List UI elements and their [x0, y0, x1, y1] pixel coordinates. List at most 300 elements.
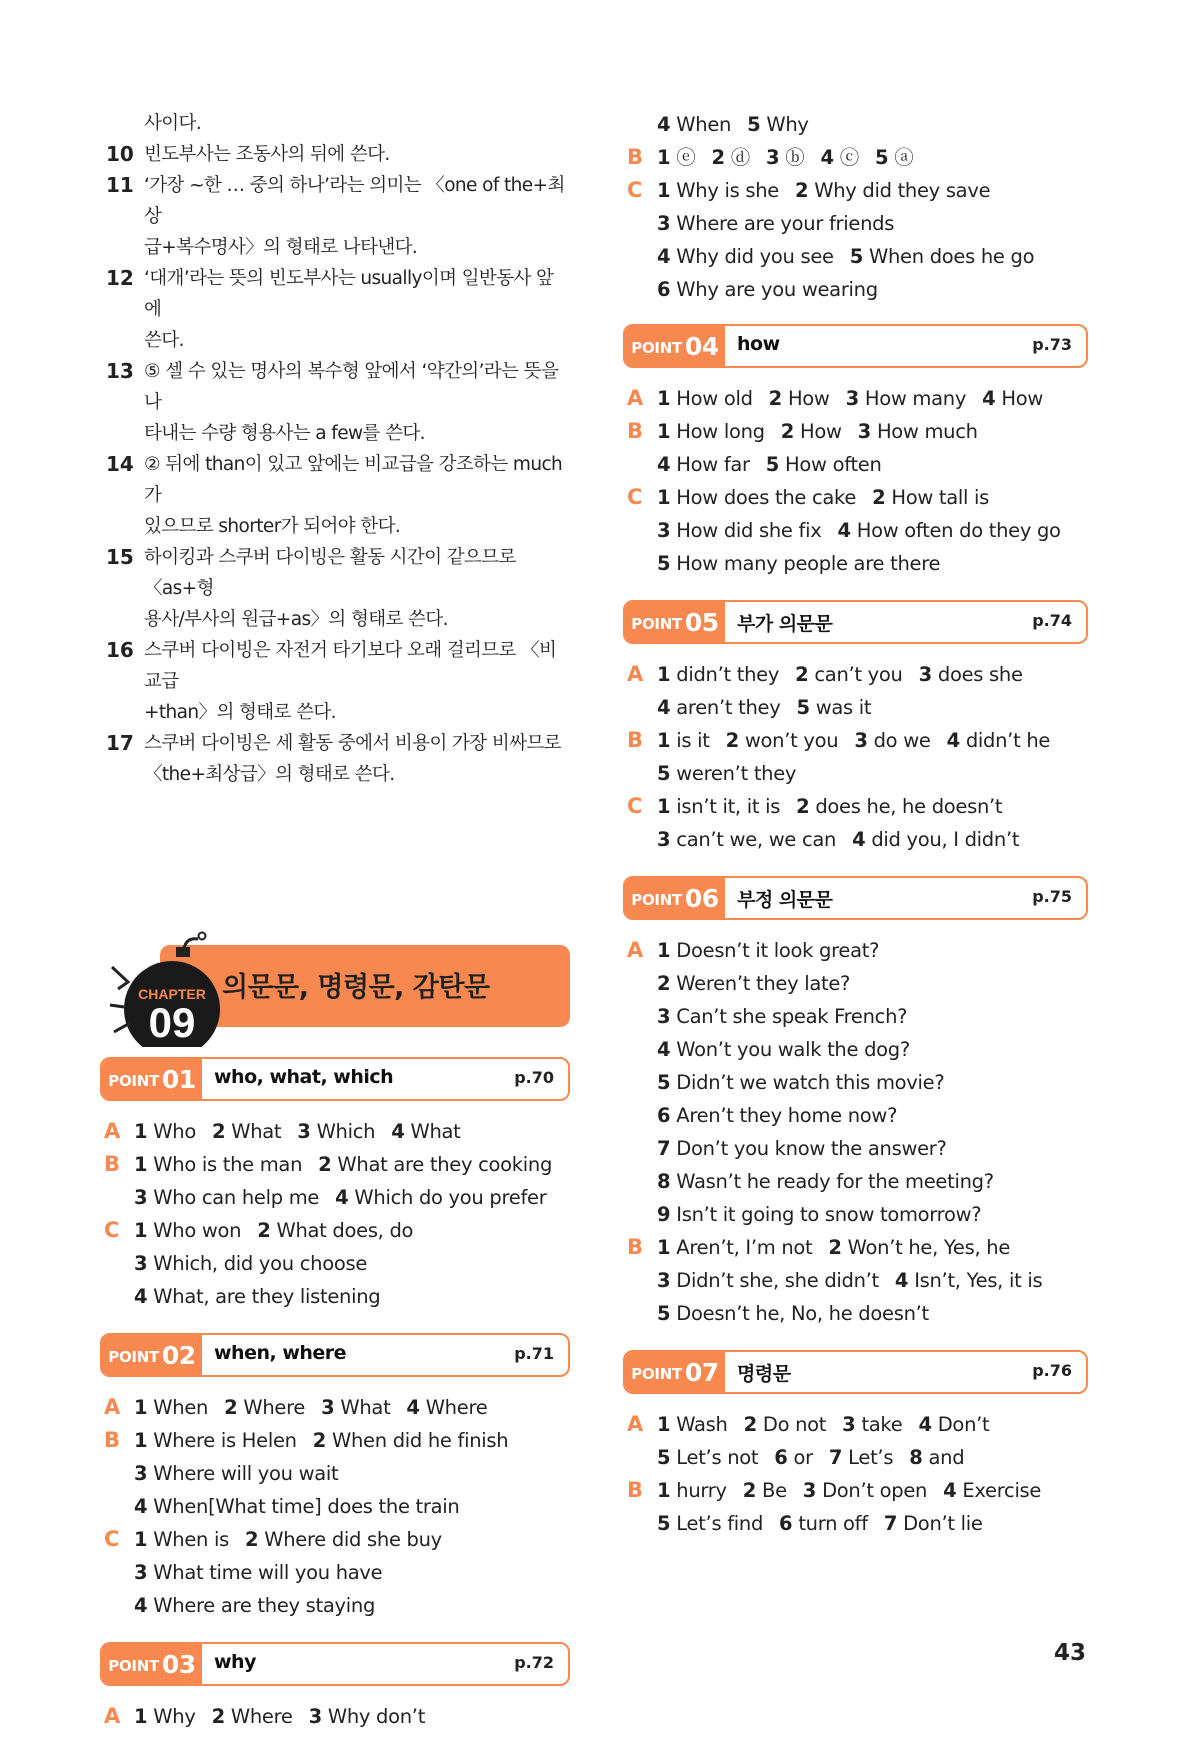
answer-text: What time will you have: [153, 1561, 383, 1584]
answer-line: [100, 1148, 570, 1181]
point-header: [623, 1350, 1088, 1394]
answer-number: 4: [946, 729, 960, 752]
answer-item: [313, 1429, 509, 1452]
explanation-line: [100, 108, 570, 139]
answer-text: Where: [425, 1396, 488, 1419]
explanation-number: 14: [106, 452, 134, 476]
explanation-text: +than〉의 형태로 쓴다.: [144, 702, 336, 723]
answer-item: [657, 486, 856, 509]
answer-text: Why are you wearing: [676, 278, 878, 301]
answer-text: Can’t she speak French?: [676, 1005, 908, 1028]
answer-text: Don’t lie: [903, 1512, 983, 1535]
answer-number: 1: [657, 795, 671, 818]
answer-item: [909, 1446, 964, 1469]
answer-text: Where will you wait: [153, 1462, 339, 1485]
explanation-number: 11: [106, 173, 134, 197]
answer-number: 1: [657, 179, 671, 202]
answer-item: [726, 729, 839, 752]
answer-text: Let’s find: [676, 1512, 764, 1535]
answer-text: won’t you: [744, 729, 839, 752]
answer-item: [918, 1413, 989, 1436]
answer-line: [623, 1231, 1088, 1264]
point-tag: [625, 878, 725, 918]
answer-item: [134, 1252, 367, 1275]
answer-number: 3: [857, 420, 871, 443]
answer-number: 5: [874, 146, 889, 169]
answer-text: Who won: [153, 1219, 242, 1242]
answer-item: [828, 1236, 1010, 1259]
left-column: [100, 108, 570, 1753]
answer-item: [245, 1528, 442, 1551]
answer-text: Why is she: [676, 179, 779, 202]
explanation-text: 스쿠버 다이빙은 세 활동 중에서 비용이 가장 비싸므로: [144, 733, 561, 754]
section-letter: B: [627, 145, 643, 169]
point-page: p.75: [1032, 887, 1072, 906]
section-letter: A: [104, 1119, 120, 1143]
answer-item: [657, 972, 850, 995]
answer-item: [134, 1495, 459, 1518]
answer-item: [858, 420, 978, 443]
answer-item: [796, 696, 871, 719]
answer-text: Why did you see: [676, 245, 834, 268]
answer-number: 8: [657, 1170, 671, 1193]
answer-line: [623, 141, 1088, 174]
answer-line: [100, 1181, 570, 1214]
answer-item: [657, 939, 879, 962]
answer-text: Aren’t they home now?: [676, 1104, 898, 1127]
answer-item: [657, 1071, 944, 1094]
answer-text: Be: [762, 1479, 787, 1502]
point-page: p.70: [514, 1068, 554, 1087]
point-word: POINT: [631, 338, 682, 357]
answer-item: [711, 146, 749, 169]
answer-number: 9: [657, 1203, 671, 1226]
answer-text: How many: [864, 387, 967, 410]
point-answers: [100, 1391, 570, 1622]
answer-number: 2: [742, 1479, 757, 1502]
answer-text: What: [410, 1120, 461, 1143]
answer-text: Didn’t we watch this movie?: [676, 1071, 945, 1094]
answer-line: [623, 547, 1088, 580]
answer-item: [321, 1396, 390, 1419]
page-number: 43: [1054, 1640, 1087, 1666]
answer-item: [657, 278, 878, 301]
answer-text: Didn’t she, she didn’t: [676, 1269, 879, 1292]
answer-number: 1: [134, 1120, 148, 1143]
answer-number: 4: [335, 1186, 349, 1209]
answer-item: [657, 1236, 812, 1259]
answer-item: [657, 795, 780, 818]
answer-text: How did she fix: [676, 519, 822, 542]
answer-item: [297, 1120, 375, 1143]
answer-text: ⓐ: [894, 146, 914, 169]
answer-line: [623, 823, 1088, 856]
answer-item: [657, 420, 765, 443]
answer-item: [657, 453, 750, 476]
answer-item: [781, 420, 842, 443]
answer-number: 4: [134, 1285, 148, 1308]
answer-item: [875, 146, 913, 169]
explanation-number: 16: [106, 638, 134, 662]
answer-text: ⓔ: [676, 146, 696, 169]
point-title: how: [737, 333, 780, 355]
section-letter: A: [627, 662, 643, 686]
answer-line: [623, 1165, 1088, 1198]
answer-item: [391, 1120, 460, 1143]
explanation-text: 〈the+최상급〉의 형태로 쓴다.: [144, 764, 395, 785]
point-page: p.74: [1032, 611, 1072, 630]
answer-item: [134, 1285, 380, 1308]
answer-text: How many people are there: [676, 552, 941, 575]
point-header: [623, 600, 1088, 644]
point-header: [623, 876, 1088, 920]
answer-text: ⓓ: [730, 146, 750, 169]
answer-text: Who is the man: [153, 1153, 303, 1176]
explanation-number: 17: [106, 731, 134, 755]
answer-line: [623, 174, 1088, 207]
answer-number: 4: [391, 1120, 405, 1143]
answer-item: [406, 1396, 487, 1419]
answer-number: 1: [134, 1219, 148, 1242]
answer-line: [623, 481, 1088, 514]
answer-item: [657, 146, 695, 169]
answer-text: was it: [815, 696, 872, 719]
explanation-line: [100, 356, 570, 418]
answer-line: [100, 1556, 570, 1589]
answer-text: didn’t he: [965, 729, 1051, 752]
answer-item: [766, 453, 882, 476]
answer-item: [872, 486, 989, 509]
answer-item: [854, 729, 930, 752]
answer-line: [623, 691, 1088, 724]
section-letter: C: [104, 1527, 120, 1551]
point-number: 03: [161, 1649, 196, 1679]
answer-item: [850, 245, 1035, 268]
answer-number: 1: [134, 1396, 148, 1419]
answer-line: [623, 1033, 1088, 1066]
answer-item: [795, 179, 990, 202]
answer-number: 1: [657, 486, 671, 509]
explanation-line: [100, 697, 570, 728]
answer-number: 5: [657, 762, 671, 785]
answer-item: [895, 1269, 1042, 1292]
answer-line: [100, 1457, 570, 1490]
answer-number: 6: [657, 1104, 671, 1127]
point-header: [100, 1333, 570, 1377]
answer-number: 7: [828, 1446, 843, 1469]
answer-item: [657, 179, 779, 202]
explanation-number: 10: [106, 142, 134, 166]
answer-text: Don’t open: [822, 1479, 928, 1502]
point-section: [100, 1642, 570, 1733]
answer-item: [657, 245, 834, 268]
answer-number: 3: [134, 1561, 148, 1584]
answer-number: 5: [657, 1302, 671, 1325]
answer-item: [657, 1203, 981, 1226]
answer-item: [846, 387, 966, 410]
answer-number: 3: [657, 1269, 671, 1292]
answer-text: and: [928, 1446, 965, 1469]
answer-item: [134, 1396, 208, 1419]
answer-number: 4: [657, 696, 671, 719]
answer-text: How often: [785, 453, 882, 476]
answer-item: [803, 1479, 927, 1502]
answer-number: 1: [657, 1413, 671, 1436]
explanation-text: 용사/부사의 원급+as〉의 형태로 쓴다.: [144, 609, 448, 630]
answer-number: 5: [796, 696, 810, 719]
answer-text: aren’t they: [676, 696, 781, 719]
answer-line: [623, 448, 1088, 481]
answer-item: [657, 1446, 758, 1469]
answer-number: 3: [134, 1252, 148, 1275]
answer-item: [820, 146, 858, 169]
section-letter: B: [104, 1152, 120, 1176]
answer-line: [100, 1424, 570, 1457]
explanation-number: 15: [106, 545, 134, 569]
answer-item: [657, 387, 753, 410]
answer-number: 4: [982, 387, 996, 410]
answer-number: 2: [743, 1413, 757, 1436]
answer-text: Why did they save: [814, 179, 991, 202]
answer-number: 2: [725, 729, 739, 752]
section-letter: C: [627, 794, 643, 818]
point-header: [100, 1057, 570, 1101]
answer-number: 4: [406, 1396, 420, 1419]
answer-item: [224, 1396, 305, 1419]
answer-text: does he, he doesn’t: [815, 795, 1003, 818]
answer-number: 2: [794, 179, 809, 202]
answer-line: [623, 108, 1088, 141]
answer-text: does she: [937, 663, 1023, 686]
answer-item: [657, 1302, 929, 1325]
answer-number: 1: [657, 663, 671, 686]
point-tag: [625, 602, 725, 642]
point-number: 06: [684, 883, 719, 913]
answer-text: can’t we, we can: [676, 828, 837, 851]
answer-number: 2: [318, 1153, 332, 1176]
answer-item: [657, 1104, 897, 1127]
answer-number: 2: [711, 146, 725, 169]
answer-item: [212, 1705, 293, 1728]
answer-text: Which: [316, 1120, 376, 1143]
explanation-line: [100, 604, 570, 635]
answer-item: [134, 1186, 319, 1209]
answer-text: Who: [153, 1120, 196, 1143]
answer-item: [657, 828, 836, 851]
answer-item: [134, 1120, 196, 1143]
answer-item: [837, 519, 1060, 542]
point-word: POINT: [631, 1364, 682, 1383]
answer-item: [774, 1446, 813, 1469]
chapter-title: 의문문, 명령문, 감탄문: [222, 972, 490, 1003]
answer-text: Wasn’t he ready for the meeting?: [676, 1170, 994, 1193]
answer-line: [623, 967, 1088, 1000]
point-tag: [102, 1644, 202, 1684]
point-word: POINT: [108, 1656, 159, 1675]
answer-item: [852, 828, 1019, 851]
answer-line: [100, 1247, 570, 1280]
answer-number: 4: [852, 828, 866, 851]
answer-text: Why: [153, 1705, 196, 1728]
answer-line: [623, 790, 1088, 823]
answer-line: [100, 1523, 570, 1556]
answer-item: [134, 1528, 229, 1551]
answer-number: 5: [747, 113, 761, 136]
answer-line: [623, 382, 1088, 415]
point-tag: [102, 1059, 202, 1099]
answer-text: What: [340, 1396, 391, 1419]
section-letter: C: [104, 1218, 120, 1242]
answer-text: isn’t it, it is: [676, 795, 781, 818]
answer-number: 4: [894, 1269, 909, 1292]
answer-item: [309, 1705, 425, 1728]
point-header: [623, 324, 1088, 368]
answer-number: 3: [134, 1462, 148, 1485]
answer-item: [134, 1429, 297, 1452]
answer-number: 3: [657, 1005, 671, 1028]
section-letter: B: [627, 1235, 643, 1259]
answer-number: 4: [657, 1038, 671, 1061]
answer-number: 3: [802, 1479, 817, 1502]
explanation-line: [100, 325, 570, 356]
answer-item: [947, 729, 1051, 752]
explanation-line: [100, 542, 570, 604]
answer-item: [657, 113, 731, 136]
answer-text: How: [1001, 387, 1043, 410]
answer-text: When: [676, 113, 732, 136]
answer-number: 1: [657, 939, 671, 962]
answer-text: Where are your friends: [676, 212, 895, 235]
point-tag: [102, 1335, 202, 1375]
answer-item: [795, 663, 902, 686]
answer-number: 3: [657, 828, 671, 851]
answer-line: [623, 1474, 1088, 1507]
answer-text: hurry: [676, 1479, 727, 1502]
point-header: [100, 1642, 570, 1686]
answer-item: [134, 1561, 382, 1584]
answer-text: do we: [873, 729, 931, 752]
answer-number: 1: [134, 1153, 148, 1176]
answer-number: 3: [845, 387, 859, 410]
answer-number: 6: [779, 1512, 793, 1535]
answer-number: 2: [872, 486, 886, 509]
answer-item: [884, 1512, 983, 1535]
answer-number: 3: [854, 729, 868, 752]
answer-number: 4: [657, 453, 671, 476]
answer-number: 5: [765, 453, 780, 476]
answer-line: [623, 415, 1088, 448]
answer-item: [769, 387, 830, 410]
explanation-number: 12: [106, 266, 134, 290]
answer-text: Weren’t they late?: [676, 972, 851, 995]
point-page: p.72: [514, 1653, 554, 1672]
answer-number: 1: [657, 729, 671, 752]
answer-number: 3: [765, 146, 780, 169]
point-page: p.71: [514, 1344, 554, 1363]
answer-text: Where: [243, 1396, 306, 1419]
answer-number: 1: [657, 420, 671, 443]
answer-line: [623, 1099, 1088, 1132]
answer-item: [657, 1170, 994, 1193]
answer-item: [657, 212, 894, 235]
answer-number: 2: [828, 1236, 842, 1259]
answer-line: [623, 1297, 1088, 1330]
answer-number: 5: [657, 1446, 671, 1469]
answer-item: [796, 795, 1002, 818]
answer-item: [779, 1512, 868, 1535]
explanation-line: [100, 232, 570, 263]
answer-number: 4: [134, 1594, 148, 1617]
point-word: POINT: [631, 614, 682, 633]
explanation-text: ‘대개’라는 뜻의 빈도부사는 usually이며 일반동사 앞에: [144, 268, 554, 320]
answer-text: Isn’t, Yes, it is: [914, 1269, 1043, 1292]
answer-text: can’t you: [814, 663, 903, 686]
chapter-number: 09: [148, 999, 196, 1046]
point-title: 명령문: [737, 1363, 791, 1385]
section-letter: B: [627, 419, 643, 443]
point-answers: [100, 1700, 570, 1733]
point-answers: [623, 382, 1088, 580]
explanation-line: [100, 449, 570, 511]
answer-line: [623, 1507, 1088, 1540]
answer-item: [657, 1512, 763, 1535]
answer-text: When is: [153, 1528, 229, 1551]
section-letter: A: [627, 938, 643, 962]
answer-text: Where are they staying: [153, 1594, 376, 1617]
answer-item: [134, 1219, 241, 1242]
answer-number: 3: [308, 1705, 322, 1728]
explanation-line: [100, 728, 570, 759]
answer-item: [134, 1153, 302, 1176]
answer-line: [623, 724, 1088, 757]
section-letter: A: [627, 386, 643, 410]
answer-text: Why don’t: [327, 1705, 426, 1728]
right-points: [623, 324, 1088, 1540]
chapter-label: CHAPTER: [138, 986, 206, 1002]
explanation-text: 하이킹과 스쿠버 다이빙은 활동 시간이 같으므로 〈as+형: [144, 547, 516, 599]
answer-item: [657, 1269, 879, 1292]
answer-number: 4: [134, 1495, 148, 1518]
answer-text: Which, did you choose: [153, 1252, 368, 1275]
answer-line: [623, 273, 1088, 306]
answer-line: [623, 1441, 1088, 1474]
answer-text: Aren’t, I’m not: [676, 1236, 813, 1259]
answer-number: 3: [321, 1396, 335, 1419]
answer-line: [100, 1280, 570, 1313]
point-03-continued: [623, 108, 1088, 306]
point-answers: [623, 658, 1088, 856]
explanation-text: 빈도부사는 조동사의 뒤에 쓴다.: [144, 144, 390, 165]
point-answers: [623, 934, 1088, 1330]
answer-item: [657, 519, 821, 542]
answer-text: did you, I didn’t: [871, 828, 1020, 851]
answer-item: [657, 1413, 728, 1436]
answer-line: [623, 658, 1088, 691]
answer-number: 6: [657, 278, 671, 301]
answer-text: Doesn’t it look great?: [676, 939, 880, 962]
answer-line: [100, 1589, 570, 1622]
answer-number: 2: [657, 972, 671, 995]
answer-text: Who can help me: [153, 1186, 320, 1209]
answer-number: 2: [312, 1429, 326, 1452]
answer-text: ⓒ: [839, 146, 859, 169]
point-page: p.76: [1032, 1361, 1072, 1380]
section-letter: A: [104, 1395, 120, 1419]
point-section: [623, 600, 1088, 856]
answer-text: When[What time] does the train: [153, 1495, 460, 1518]
answer-number: 1: [134, 1705, 148, 1728]
answer-item: [657, 1479, 727, 1502]
